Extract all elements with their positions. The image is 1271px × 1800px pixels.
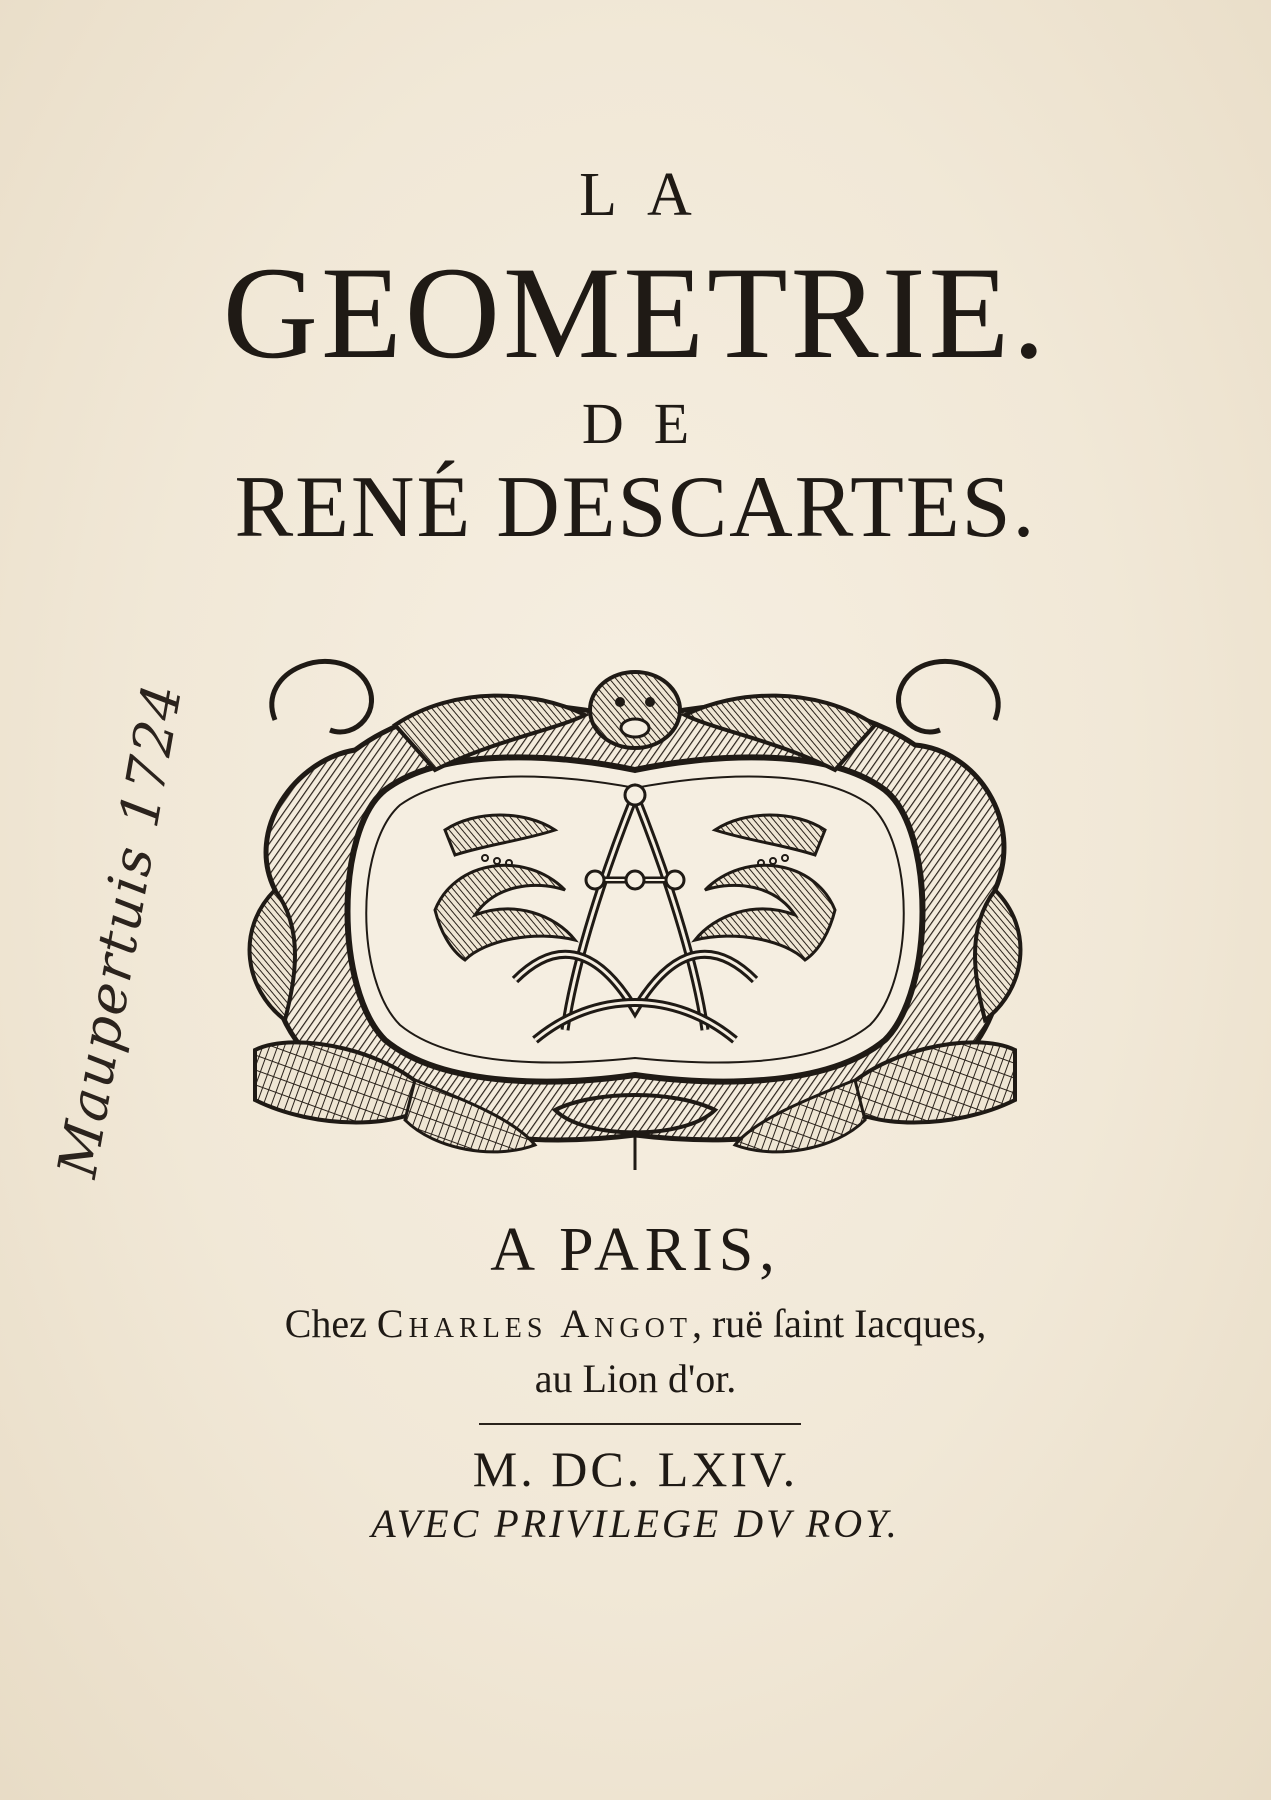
book-title: GEOMETRIE. — [222, 239, 1049, 386]
royal-privilege: AVEC PRIVILEGE DV ROY. — [371, 1501, 900, 1546]
cartouche-ornament-icon — [235, 630, 1035, 1180]
imprint-city: A PARIS, — [490, 1216, 781, 1284]
signature-text: Maupertuis 1724 — [45, 678, 195, 1182]
title-article: LA — [579, 161, 722, 229]
author-name: RENÉ DESCARTES. — [234, 459, 1037, 556]
imprint-printer — [0, 1300, 1271, 1347]
divider-rule — [479, 1423, 801, 1425]
printer-address: , ruë ſaint Iacques, — [691, 1301, 987, 1346]
imprint-sign: au Lion d'or. — [534, 1356, 737, 1401]
printer-prefix: Chez — [284, 1301, 367, 1346]
title-preposition: DE — [581, 391, 720, 456]
imprint-date: M. DC. LXIV. — [472, 1441, 799, 1497]
printer-name: Charles Angot — [376, 1301, 692, 1346]
handwritten-signature — [40, 590, 200, 1270]
